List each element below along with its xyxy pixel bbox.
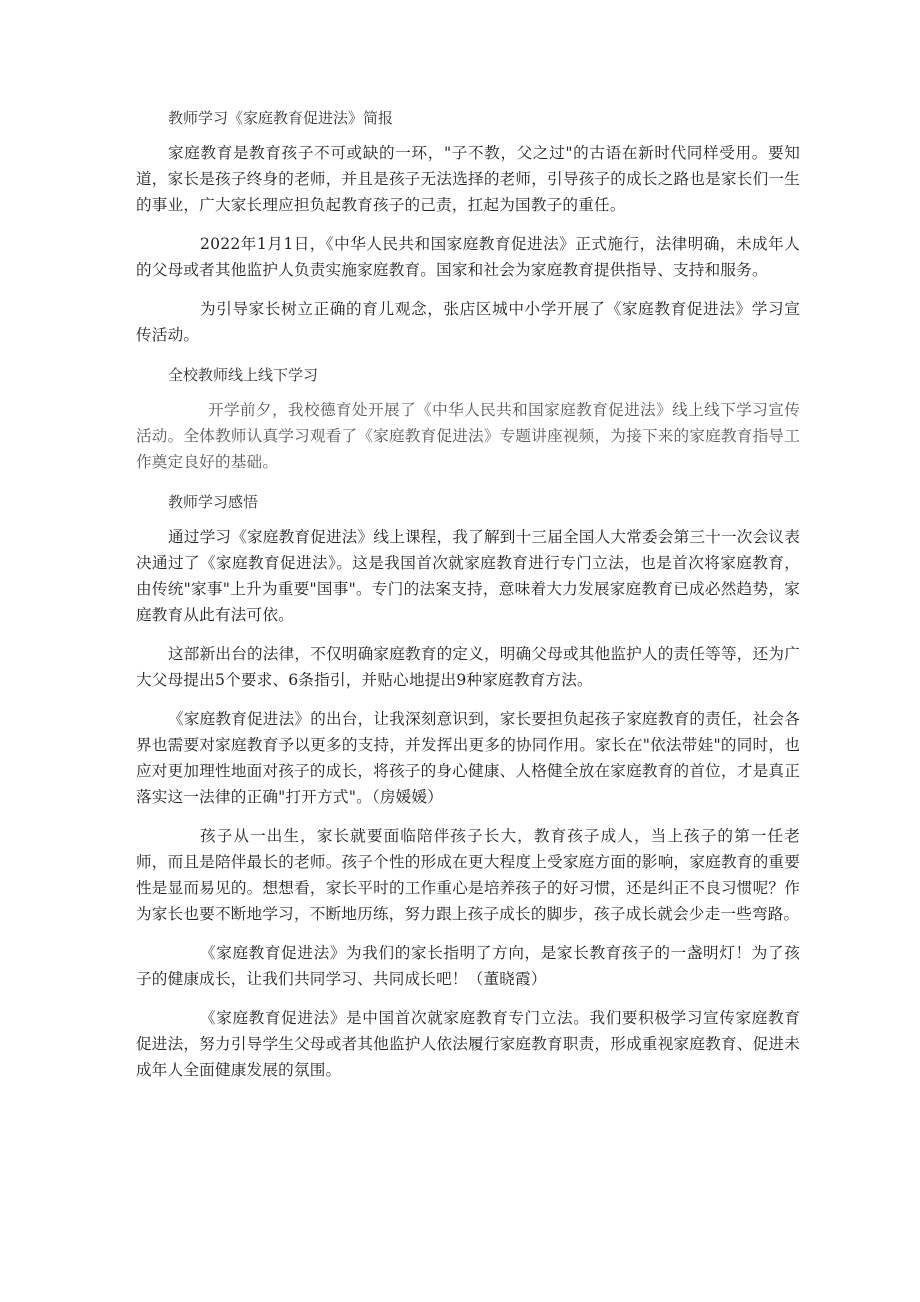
document-body (136, 104, 800, 1096)
paragraph-reflection-2: 这部新出台的法律，不仅明确家庭教育的定义，明确父母或其他监护人的责任等等，还为广大父母提出5个要求、6条指引，并贴心地提出9种家庭教育方法。 (136, 645, 800, 689)
section-heading-online-offline: 全校教师线上线下学习 (168, 366, 319, 384)
paragraph-law-effective: 2022年1月1日，《中华人民共和国家庭教育促进法》正式施行，法律明确，未成年人的父母或者其他监护人负责实施家庭教育。国家和社会为家庭教育提供指导、支持和服务。 (136, 235, 800, 279)
paragraph-reflection-3: 《家庭教育促进法》的出台，让我深刻意识到，家长要担负起孩子家庭教育的责任，社会各界也需要对家庭教育予以更多的支持，并发挥出更多的协同作用。家长在"依法带娃"的同时，也应对更加理性地面对孩子的成长，将孩子的身心健康、人格健全放在家庭教育的首位，才是真正落实这一法律的正确"打开方式"。（房媛媛） (136, 710, 800, 806)
paragraph-school-activity: 为引导家长树立正确的育儿观念，张店区城中小学开展了《家庭教育促进法》学习宣传活动。 (136, 300, 800, 344)
paragraph-study-activity: 开学前夕，我校德育处开展了《中华人民共和国家庭教育促进法》线上线下学习宣传活动。全体教师认真学习观看了《家庭教育促进法》专题讲座视频，为接下来的家庭教育指导工作奠定良好的基础。 (136, 401, 800, 471)
document-title: 教师学习《家庭教育促进法》简报 (168, 109, 394, 127)
paragraph-reflection-4: 孩子从一出生，家长就要面临陪伴孩子长大，教育孩子成人，当上孩子的第一任老师，而且是陪伴最长的老师。孩子个性的形成在更大程度上受家庭方面的影响，家庭教育的重要性是显而易见的。想想看，家长平时的工作重心是培养孩子的好习惯，还是纠正不良习惯呢？作为家长也要不断地学习，不断地历练，努力跟上孩子成长的脚步，孩子成长就会少走一些弯路。 (136, 827, 800, 923)
paragraph-reflection-1: 通过学习《家庭教育促进法》线上课程，我了解到十三届全国人大常委会第三十一次会议表决通过了《家庭教育促进法》。这是我国首次就家庭教育进行专门立法，也是首次将家庭教育，由传统"家事"上升为重要"国事"。专门的法案支持，意味着大力发展家庭教育已成必然趋势，家庭教育从此有法可依。 (136, 528, 800, 624)
paragraph-reflection-5: 《家庭教育促进法》为我们的家长指明了方向，是家长教育孩子的一盏明灯！为了孩子的健康成长，让我们共同学习、共同成长吧！（董晓霞） (136, 944, 800, 988)
paragraph-conclusion: 《家庭教育促进法》是中国首次就家庭教育专门立法。我们要积极学习宣传家庭教育促进法，努力引导学生父母或者其他监护人依法履行家庭教育职责，形成重视家庭教育、促进未成年人全面健康发展的氛围。 (136, 1009, 800, 1079)
section-heading-reflections: 教师学习感悟 (168, 493, 259, 511)
paragraph-intro: 家庭教育是教育孩子不可或缺的一环，"子不教，父之过"的古语在新时代同样受用。要知道，家长是孩子终身的老师，并且是孩子无法选择的老师，引导孩子的成长之路也是家长们一生的事业，广大家长理应担负起教育孩子的己责，扛起为国教子的重任。 (136, 144, 800, 214)
